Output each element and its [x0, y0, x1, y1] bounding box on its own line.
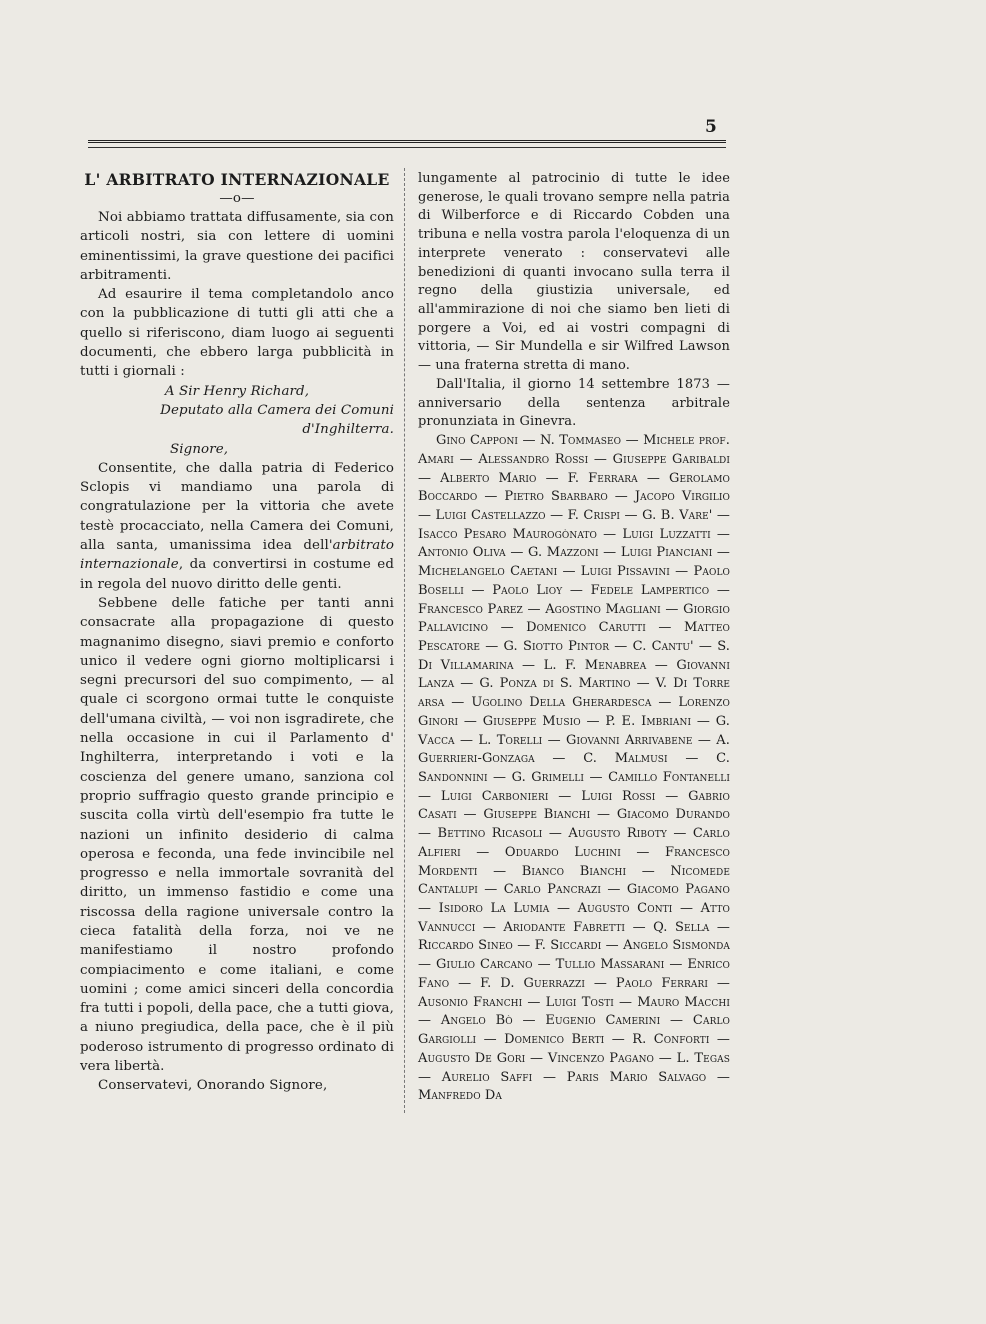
paragraph-congratulations-start: Consentite, che dalla patria di Federico Sclopis vi mandiamo una parola di congratulazione per la vittoria che avete testè procacciato, nella Camera dei Comuni, alla santa, umanissima idea dell' [80, 460, 394, 554]
dateline: Dall'Italia, il giorno 14 settembre 1873 — anniversario della sentenza arbitrale pronunziata in Ginevra. [418, 376, 730, 430]
letter-addressee: A Sir Henry Richard, [164, 383, 310, 399]
page-number: 5 [705, 117, 717, 137]
signatories-list: Gino Capponi — N. Tommaseo — Michele prof. Amari — Alessandro Rossi — Giuseppe Garibaldi — Alberto Mario — F. Ferrara — Gerolamo Boccardo — Pietro Sbarbaro — Jacopo Virgilio — Luigi Castellazzo — F. Crispi — G. B. Vare' — Isacco Pesaro Maurogònato — Luigi Luzzatti — Antonio Oliva — G. Mazzoni — Luigi Pianciani — Michelangelo Caetani — Luigi Pissavini — Paolo Boselli — Paolo Lioy — Fedele Lampertico — Francesco Parez — Agostino Magliani — Giorgio Pallavicino — Domenico Carutti — Matteo Pescatore — G. Siotto Pintor — C. Cantu' — S. Di Villamarina — L. F. Menabrea — Giovanni Lanza — G. Ponza di S. Martino — V. Di Torre arsa — Ugolino Della Gherardesca — Lorenzo Ginori — Giuseppe Musio — P. E. Imbriani — G. Vacca — L. Torelli — Giovanni Arrivabene — A. Guerrieri-Gonzaga — C. Malmusi — C. Sandonnini — G. Grimelli — Camillo Fontanelli — Luigi Carbonieri — Luigi Rossi — Gabrio Casati — Giuseppe Bianchi — Giacomo Durando — Bettino Ricasoli — Augusto Riboty — Carlo Alfieri — Oduardo Luchini — Francesco Mordenti — Bianco Bianchi — Nicomede Cantalupi — Carlo Pancrazi — Giacomo Pagano — Isidoro La Lumia — Augusto Conti — Atto Vannucci — Ariodante Fabretti — Q. Sella — Riccardo Sineo — F. Siccardi — Angelo Sismonda — Giulio Carcano — Tullio Massarani — Enrico Fano — F. D. Guerrazzi — Paolo Ferrari — Ausonio Franchi — Luigi Tosti — Mauro Macchi — Angelo Bò — Eugenio Camerini — Carlo Gargiolli — Domenico Berti — R. Conforti — Augusto De Gori — Vincenzo Pagano — L. Tegas — Aurelio Saffi — Paris Mario Salvago — Manfredo Da [418, 433, 730, 1104]
paragraph-principle: Sebbene delle fatiche per tanti anni consacrate alla propagazione di questo magnanimo disegno, siavi premio e conforto unico il vedere ogni giorno moltiplicarsi i segni precursori del suo compimento, — al quale ci scorgono ormai tutte le conquiste dell'umana civiltà, — voi non isgradirete, che nella occasione in cui il Parlamento d' Inghilterra, interpretando i voti e la coscienza del genere umano, sanziona col proprio suffragio questo grande principio e suscita colla virtù dell'esempio fra tutte le nazioni un infinito desiderio di calma operosa e feconda, una fede invincibile nel progresso e nella immortale sovranità del diritto, un immenso fastidio e come una riscossa della ragione universale contro la cieca fatalità della forza, noi ve ne manifestiamo il nostro profondo compiacimento e come italiani, e come uomini ; come amici sinceri della concordia fra tutti i popoli, della pace, che a tutti giova, a niuno pregiudica, della pace, che è il più poderoso istrumento di progresso ordinato di vera libertà. [80, 595, 394, 1075]
header-rule [88, 140, 726, 143]
column-divider [404, 168, 405, 1113]
letter-addressee-role: Deputato alla Camera dei Comuni d'Inghilterra. [160, 402, 394, 438]
paragraph-closing-continued: lungamente al patrocinio di tutte le idee generose, le quali trovano sempre nella patria di Wilberforce e di Riccardo Cobden una tribuna e nella vostra parola l'eloquenza di un interprete venerato : conservatevi alle benedizioni di quanti invocano sulla terra il regno della giustizia universale, ed all'ammirazione di noi che siamo ben lieti di porgere a Voi, ed ai vostri compagni di vittoria, — Sir Mundella e sir Wilfred Lawson — una fraterna stretta di mano. [418, 171, 730, 374]
header-rule-thin [88, 147, 726, 148]
right-column [418, 170, 730, 1106]
left-column [80, 170, 394, 1096]
paragraph-closing: Conservatevi, Onorando Signore, [98, 1078, 328, 1094]
article-title: L' ARBITRATO INTERNAZIONALE [84, 170, 390, 189]
paragraph-congratulations-end: , da convertirsi in costume ed in regola del nuovo diritto delle genti. [80, 557, 394, 592]
paragraph-congratulations [80, 459, 394, 594]
letter-salutation: Signore, [170, 441, 229, 457]
title-separator: —o— [219, 191, 255, 206]
paragraph-intro: Noi abbiamo trattata diffusamente, sia con articoli nostri, sia con lettere di uomini eminentissimi, la grave questione dei pacifici arbitramenti. [80, 210, 394, 283]
paragraph-documents: Ad esaurire il tema completandolo anco con la pubblicazione di tutti gli atti che a quello si riferiscono, diam luogo ai seguenti documenti, che ebbero larga pubblicità in tutti i giornali : [80, 287, 394, 380]
arbitrato-phrase: arbitrato internazionale [80, 538, 394, 573]
